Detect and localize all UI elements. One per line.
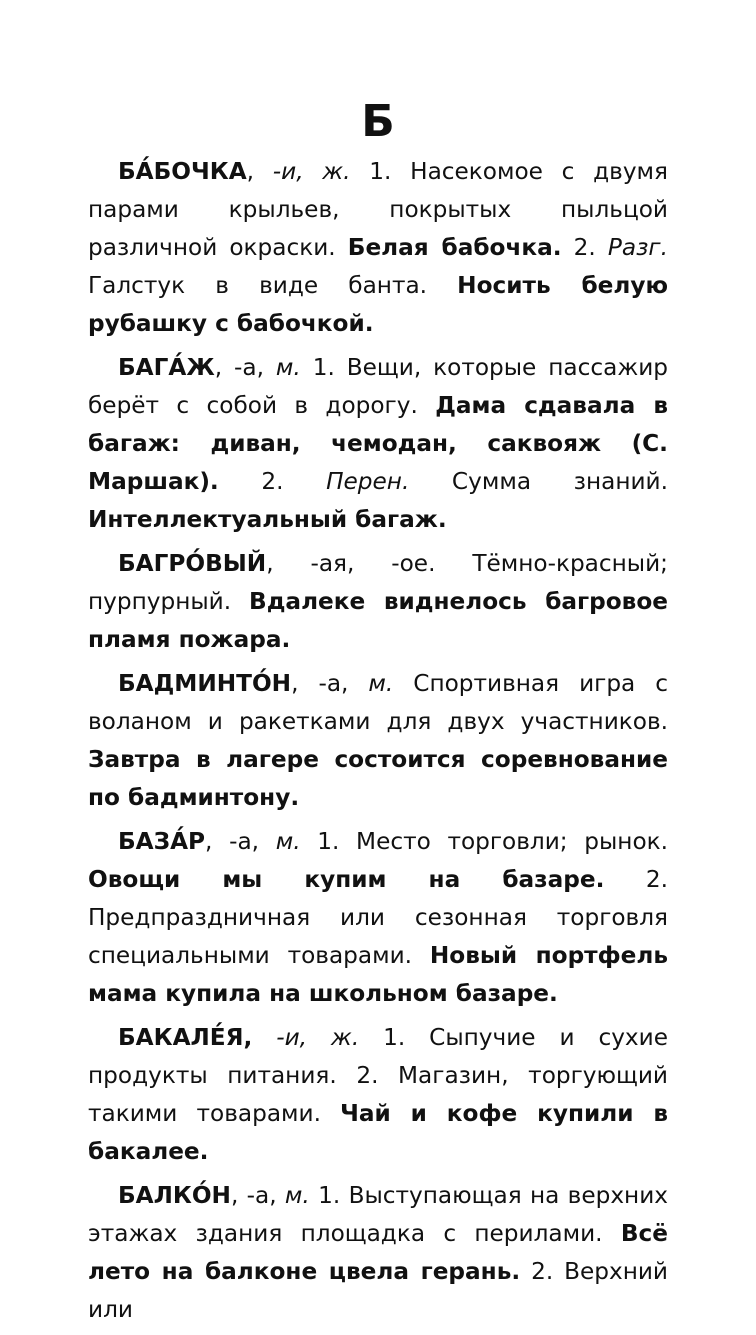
entry-headword: БАГА́Ж: [118, 354, 215, 381]
entry-headword: БАЛКО́Н: [118, 1182, 231, 1209]
entry-example: Дама сдавала в багаж: диван, чемодан, саквояж (С. Маршак).: [88, 392, 669, 495]
entry-text: 2.: [561, 234, 608, 261]
entry-text: ,: [246, 158, 273, 185]
entry-example: Чай и кофе купили в бакалее.: [88, 1100, 668, 1165]
entry-headword: БАДМИНТО́Н: [118, 670, 292, 697]
entry-grammar-note: м.: [275, 828, 301, 855]
entry-text: 1. Сыпучие и сухие продукты питания. 2. Магазин, торгующий такими товарами.: [88, 1024, 668, 1127]
entry-list: [88, 153, 668, 1335]
entry-example: Завтра в лагере состоится соревнование по бадминтону.: [88, 746, 668, 811]
entry-example: Вдалеке виднелось багровое пламя пожара.: [88, 588, 669, 653]
entry-text: 1. Вещи, которые пассажир берёт с собой в дорогу.: [88, 354, 668, 419]
entry-grammar-note: Перен.: [326, 468, 410, 495]
entry-example: Всё лето на балконе цвела герань.: [88, 1220, 668, 1285]
dictionary-entry: [88, 665, 668, 817]
entry-text: 2. Предпраздничная или сезонная торговля специальными товарами.: [88, 866, 668, 969]
entry-text: , -а,: [291, 670, 369, 697]
entry-text: 2.: [218, 468, 327, 495]
entry-text: , -а,: [205, 828, 276, 855]
entry-text: 2. Верхний или: [88, 1258, 668, 1323]
entry-text: , -ая, -ое. Тёмно-красный; пурпурный.: [88, 550, 668, 615]
entry-text: Сумма знаний.: [409, 468, 668, 495]
entry-text: 1. Место торговли; рынок.: [300, 828, 669, 855]
entry-example: Овощи мы купим на базаре.: [88, 866, 605, 893]
dictionary-entry: [88, 545, 668, 659]
entry-example: Белая бабочка.: [347, 234, 562, 261]
dictionary-entry: [88, 153, 668, 343]
entry-text: , -а,: [230, 1182, 285, 1209]
entry-example: Интеллектуальный багаж.: [88, 506, 447, 533]
entry-grammar-note: м.: [275, 354, 301, 381]
dictionary-entry: [88, 1177, 668, 1329]
entry-grammar-note: м.: [284, 1182, 310, 1209]
entry-example: Носить белую рубашку с бабочкой.: [88, 272, 668, 337]
entry-text: [252, 1024, 276, 1051]
entry-text: 1. Насекомое с двумя парами крыльев, покрытых пыльцой различной окраски.: [88, 158, 668, 261]
dictionary-entry: [88, 823, 668, 1013]
entry-text: 1. Выступающая на верхних этажах здания площадка с перилами.: [88, 1182, 668, 1247]
dictionary-entry: [88, 349, 668, 539]
entry-example: Новый портфель мама купила на школьном базаре.: [88, 942, 668, 1007]
entry-headword: БАЗА́Р: [118, 828, 206, 855]
entry-text: , -а,: [214, 354, 276, 381]
entry-headword: БА́БОЧКА: [118, 158, 247, 185]
entry-headword: БАКАЛЕ́Я,: [118, 1024, 253, 1051]
entry-grammar-note: -и, ж.: [276, 1024, 360, 1051]
entry-grammar-note: м.: [368, 670, 394, 697]
entry-grammar-note: Разг.: [607, 234, 668, 261]
entry-text: Галстук в виде банта.: [88, 272, 458, 299]
entry-grammar-note: -и, ж.: [272, 158, 351, 185]
dictionary-entry: [88, 1019, 668, 1171]
entry-headword: БАГРО́ВЫЙ: [118, 550, 267, 577]
entry-text: Спортивная игра с воланом и ракетками для двух участников.: [88, 670, 669, 735]
section-letter: Б: [361, 96, 395, 147]
